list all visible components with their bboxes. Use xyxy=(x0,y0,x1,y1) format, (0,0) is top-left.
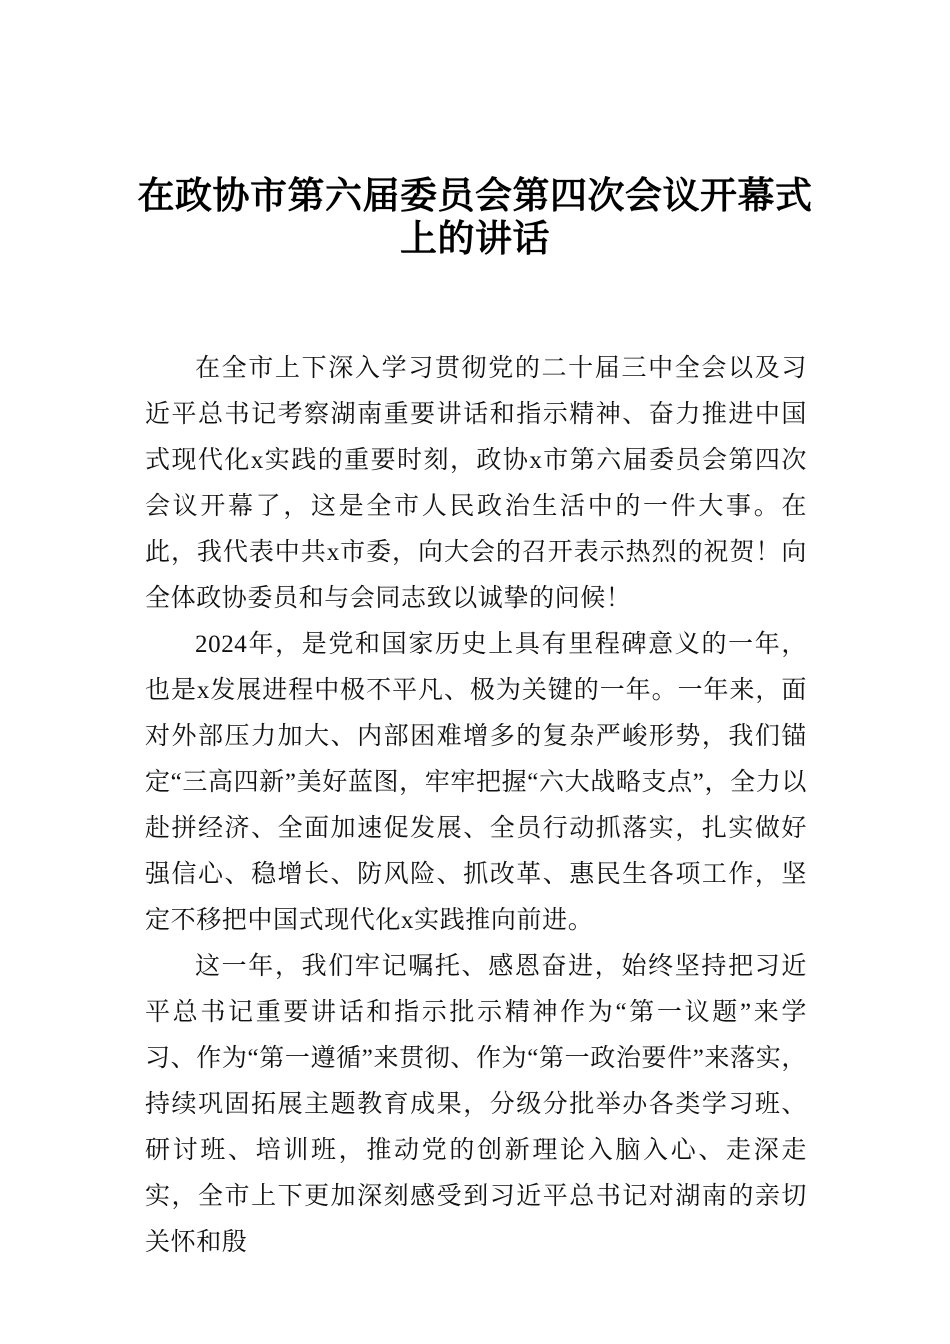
paragraph-2: 2024年，是党和国家历史上具有里程碑意义的一年，也是x发展进程中极不平凡、极为关键的一年。一年来，面对外部压力加大、内部困难增多的复杂严峻形势，我们锚定“三高四新”美好蓝图，牢牢把握“六大战略支点”，全力以赴拼经济、全面加速促发展、全员行动抓落实，扎实做好强信心、稳增长、防风险、抓改革、惠民生各项工作，坚定不移把中国式现代化x实践推向前进。 xyxy=(145,631,807,934)
paragraph-1: 在全市上下深入学习贯彻党的二十届三中全会以及习近平总书记考察湖南重要讲话和指示精神、奋力推进中国式现代化x实践的重要时刻，政协x市第六届委员会第四次会议开幕了，这是全市人民政治生活中的一件大事。在此，我代表中共x市委，向大会的召开表示热烈的祝贺！向全体政协委员和与会同志致以诚挚的问候！ xyxy=(145,355,807,612)
document-title-line-2: 上的讲话 xyxy=(400,216,550,260)
document-title-line-1: 在政协市第六届委员会第四次会议开幕式 xyxy=(137,173,813,217)
document-body xyxy=(145,346,807,1266)
paragraph-3: 这一年，我们牢记嘱托、感恩奋进，始终坚持把习近平总书记重要讲话和指示批示精神作为“第一议题”来学习、作为“第一遵循”来贯彻、作为“第一政治要件”来落实，持续巩固拓展主题教育成果，分级分批举办各类学习班、研讨班、培训班，推动党的创新理论入脑入心、走深走实，全市上下更加深刻感受到习近平总书记对湖南的亲切关怀和殷 xyxy=(145,953,807,1256)
